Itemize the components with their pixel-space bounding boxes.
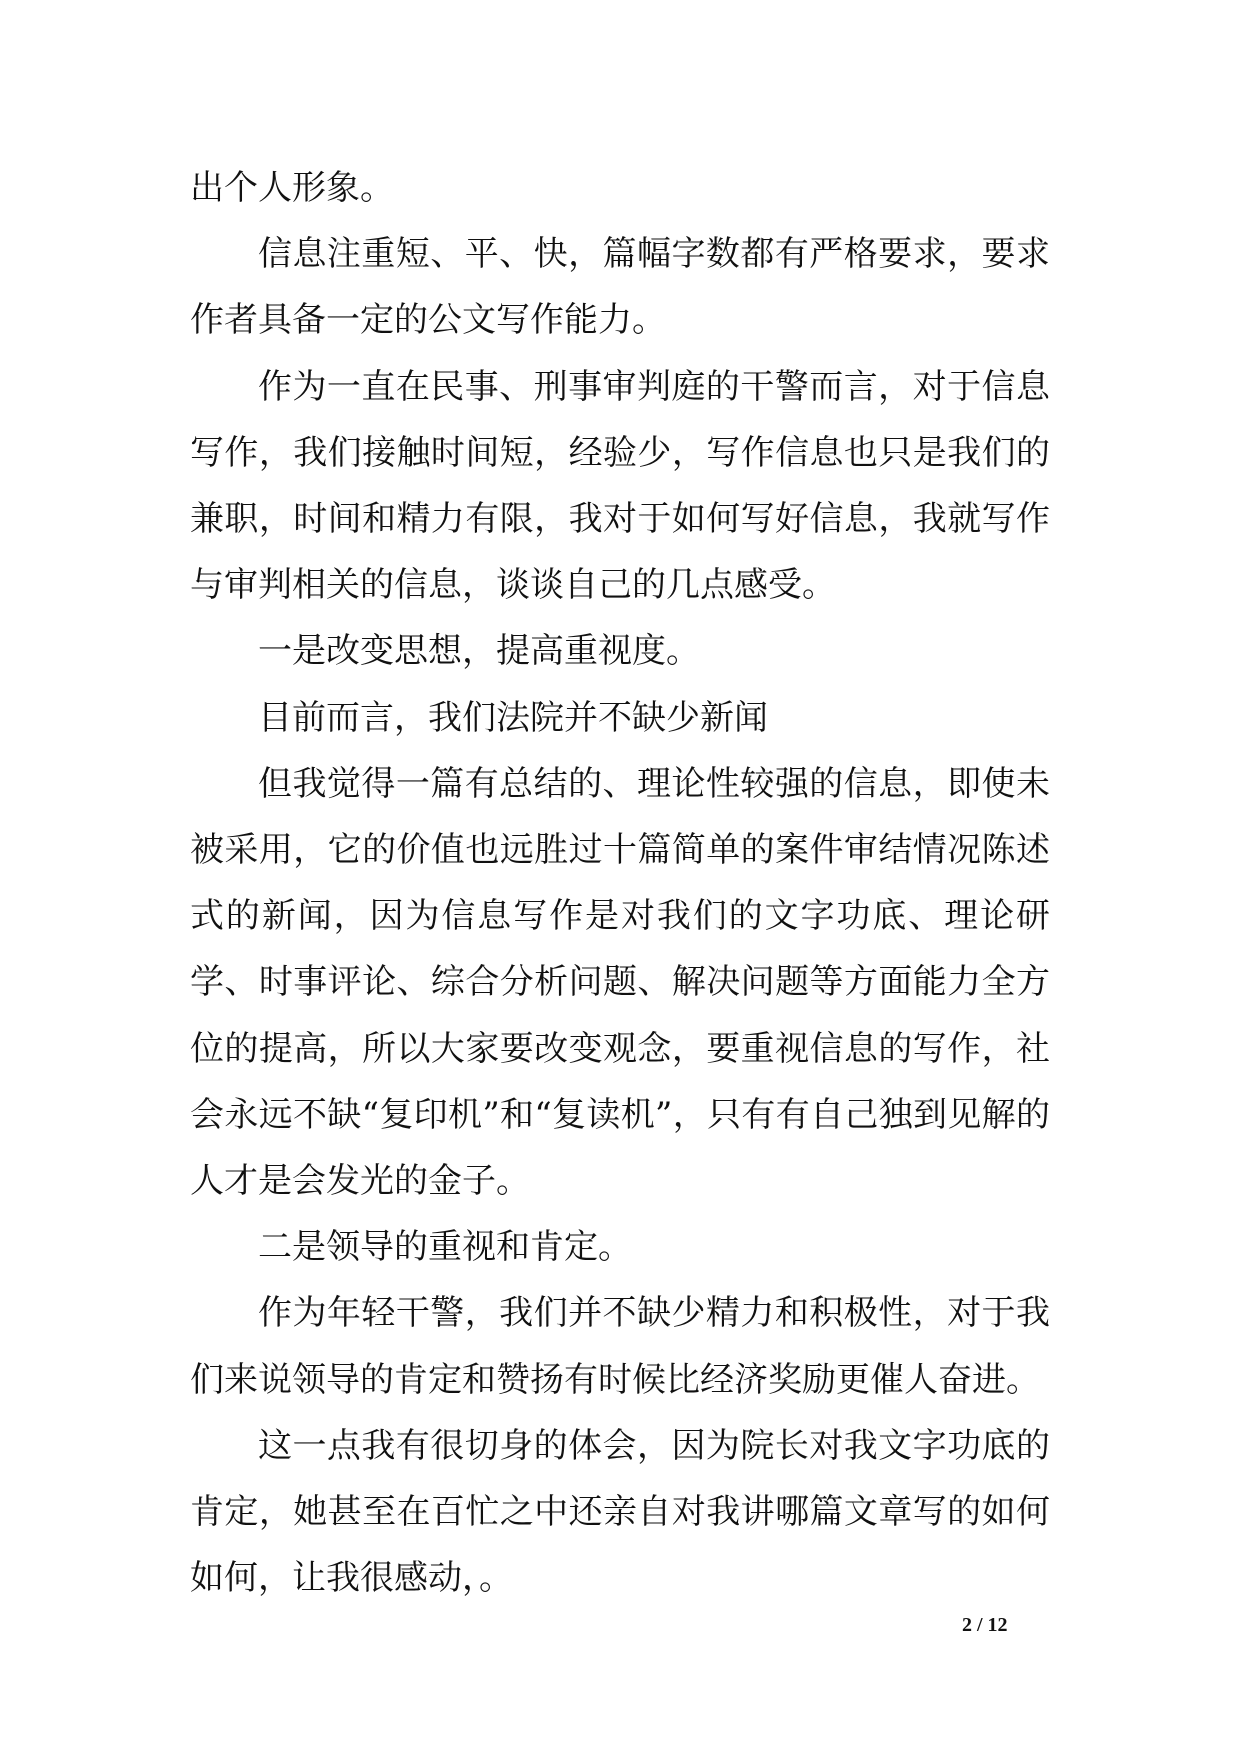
page-number: 2 / 12 — [962, 1614, 1008, 1636]
document-body — [190, 155, 1050, 1611]
paragraph: 一是改变思想，提高重视度。 — [258, 631, 700, 672]
paragraph: 目前而言，我们法院并不缺少新闻 — [258, 697, 768, 738]
paragraph: 作为一直在民事、刑事审判庭的干警而言，对于信息写作，我们接触时间短，经验少，写作信息也只是我们的兼职，时间和精力有限，我对于如何写好信息，我就写作与审判相关的信息，谈谈自己的几点感受。 — [190, 366, 1050, 606]
paragraph: 但我觉得一篇有总结的、理论性较强的信息，即使未被采用，它的价值也远胜过十篇简单的案件审结情况陈述式的新闻，因为信息写作是对我们的文字功底、理论研学、时事评论、综合分析问题、解决问题等方面能力全方位的提高，所以大家要改变观念，要重视信息的写作，社会永远不缺“复印机”和“复读机”，只有有自己独到见解的人才是会发光的金子。 — [190, 763, 1050, 1202]
paragraph: 这一点我有很切身的体会，因为院长对我文字功底的肯定，她甚至在百忙之中还亲自对我讲哪篇文章写的如何如何，让我很感动，。 — [190, 1425, 1050, 1599]
paragraph: 二是领导的重视和肯定。 — [258, 1227, 632, 1268]
paragraph: 出个人形象。 — [190, 168, 394, 208]
paragraph: 信息注重短、平、快，篇幅字数都有严格要求，要求作者具备一定的公文写作能力。 — [190, 234, 1050, 341]
paragraph: 作为年轻干警，我们并不缺少精力和积极性，对于我们来说领导的肯定和赞扬有时候比经济奖励更催人奋进。 — [190, 1293, 1050, 1400]
